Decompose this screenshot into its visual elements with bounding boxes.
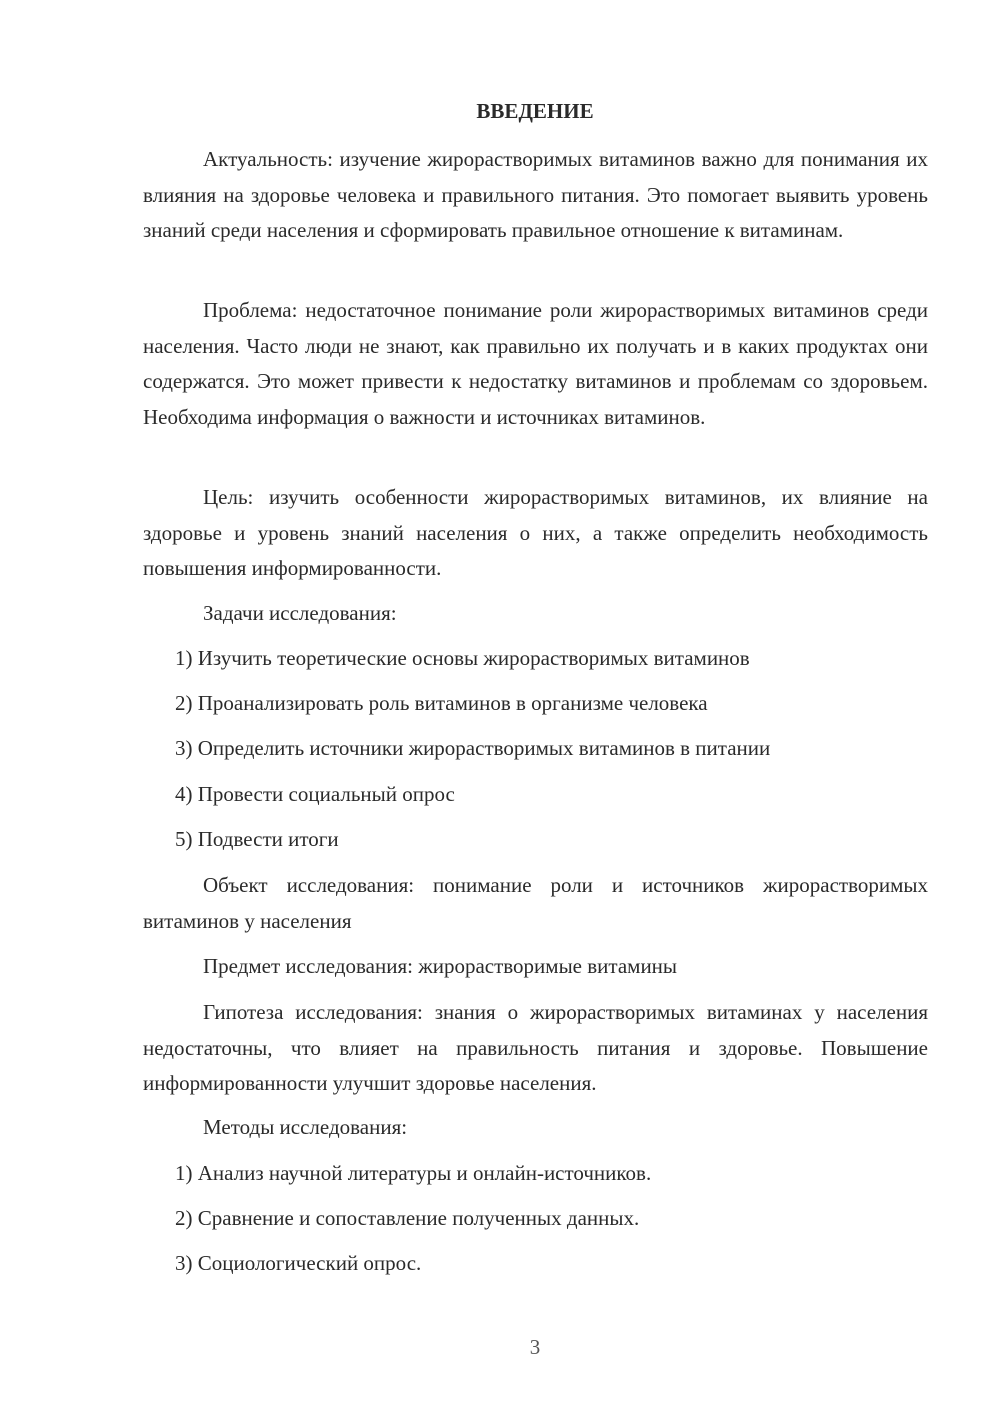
method-item: 3) Социологический опрос. — [175, 1251, 422, 1275]
task-item: 1) Изучить теоретические основы жирорастворимых витаминов — [175, 646, 750, 670]
method-item: 2) Сравнение и сопоставление полученных данных. — [175, 1206, 640, 1230]
task-item: 5) Подвести итоги — [175, 827, 339, 851]
page-number: 3 — [529, 1335, 541, 1359]
problem-paragraph: Проблема: недостаточное понимание роли жирорастворимых витаминов среди населения. Часто люди не знают, как правильно их получать и в каких продуктах они содержатся. Это может привести к недостатку витаминов и проблемам со здоровьем. Необходима информация о важности и источниках витаминов. — [143, 298, 928, 429]
methods-heading: Методы исследования: — [203, 1115, 408, 1139]
task-item: 3) Определить источники жирорастворимых витаминов в питании — [175, 736, 771, 760]
subject-line: Предмет исследования: жирорастворимые витамины — [203, 954, 678, 978]
tasks-heading: Задачи исследования: — [203, 601, 397, 625]
object-paragraph: Объект исследования: понимание роли и источников жирорастворимых витаминов у населения — [143, 873, 928, 933]
hypothesis-paragraph: Гипотеза исследования: знания о жирорастворимых витаминах у населения недостаточны, что влияет на правильность питания и здоровье. Повышение информированности улучшит здоровье населения. — [143, 1000, 928, 1095]
section-heading: ВВЕДЕНИЕ — [476, 99, 594, 123]
goal-paragraph: Цель: изучить особенности жирорастворимых витаминов, их влияние на здоровье и уровень знаний населения о них, а также определить необходимость повышения информированности. — [143, 485, 928, 580]
method-item: 1) Анализ научной литературы и онлайн-источников. — [175, 1161, 652, 1185]
relevance-paragraph: Актуальность: изучение жирорастворимых витаминов важно для понимания их влияния на здоровье человека и правильного питания. Это помогает выявить уровень знаний среди населения и сформировать правильное отношение к витаминам. — [143, 147, 928, 242]
task-item: 2) Проанализировать роль витаминов в организме человека — [175, 691, 708, 715]
task-item: 4) Провести социальный опрос — [175, 782, 455, 806]
